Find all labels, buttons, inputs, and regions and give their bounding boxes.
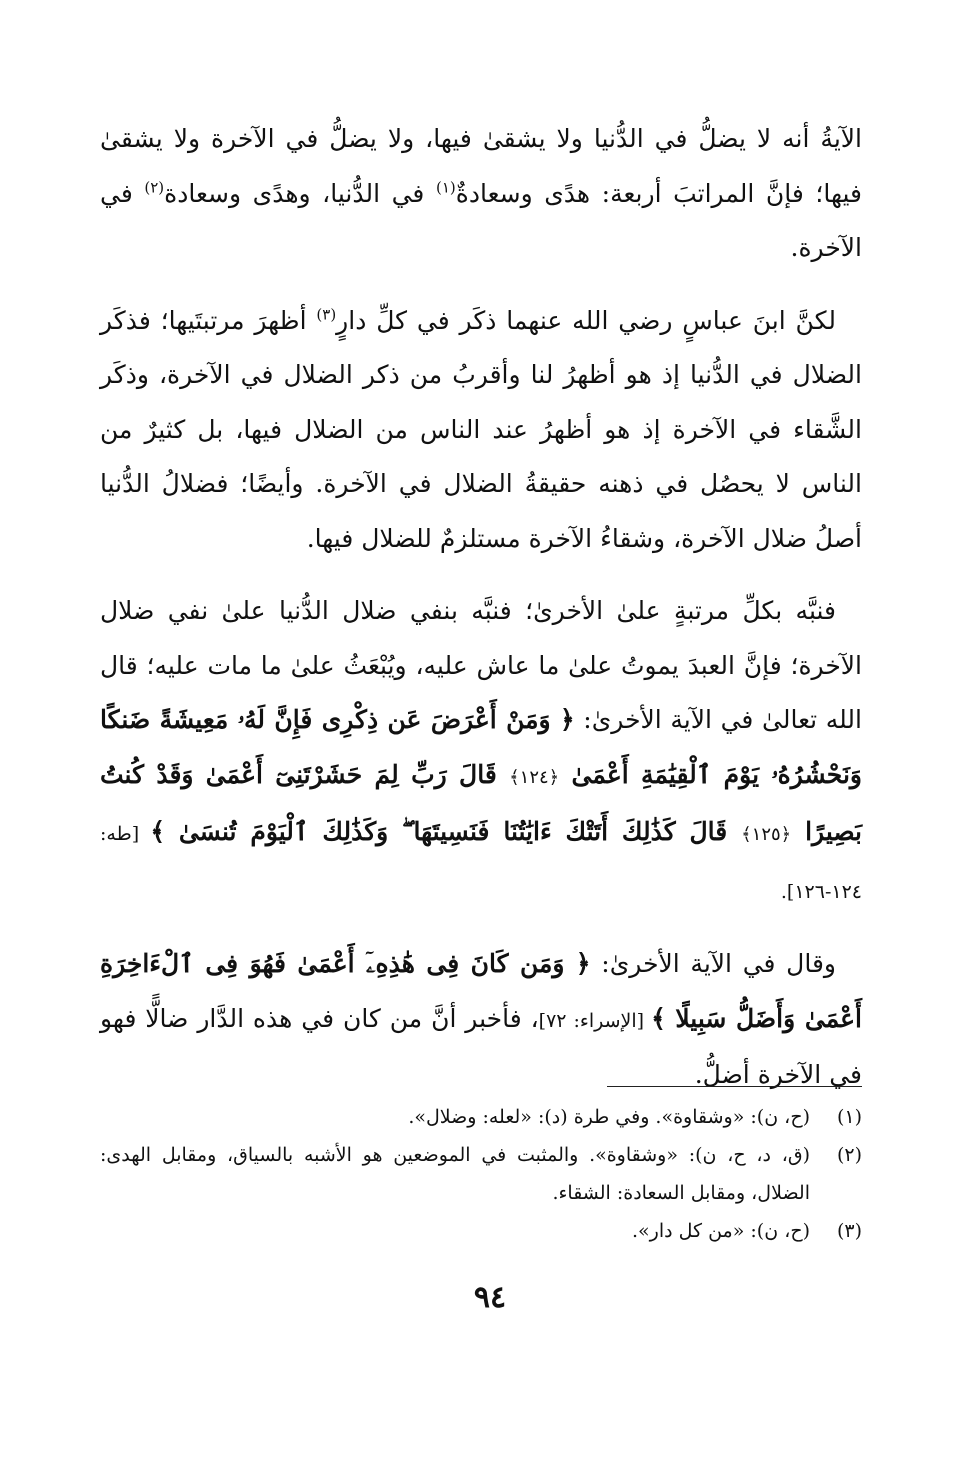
paragraph-4-text-end: ، فأخبر أنَّ من كان في هذه الدَّار ضالًّا فهو في الآخرة أضلُّ. (100, 1003, 862, 1089)
quran-verse-125: قَالَ رَبِّ لِمَ حَشَرْتَنِىٓ أَعْمَىٰ وَقَدْ كُنتُ بَصِيرًا (100, 759, 862, 846)
paragraph-2 (100, 294, 862, 567)
footnote-2 (100, 1136, 862, 1212)
ayah-number-124: ﴿١٢٤﴾ (509, 766, 560, 788)
footnote-text: (ق، د، ح، ن): «وشقاوة». والمثبت في الموضعين هو الأشبه بالسياق، ومقابل الهدى: الضلال، ومقابل السعادة: الشقاء. (100, 1144, 810, 1204)
footnotes (100, 1098, 862, 1250)
paragraph-4-text: وقال في الآية الأخرىٰ: (590, 949, 836, 978)
quran-reference-isra: [الإسراء: ٧٢] (538, 1009, 652, 1032)
footnote-3 (100, 1212, 862, 1250)
footnote-text: (ح، ن): «من كل دار». (631, 1220, 810, 1242)
footnote-number: (٢) (836, 1144, 862, 1166)
footnote-ref-3[interactable]: (٣) (316, 305, 337, 324)
quran-reference-taha: [طه: ١٢٤-١٢٦]. (100, 823, 862, 903)
paragraph-3 (100, 584, 862, 919)
paragraph-4 (100, 937, 862, 1103)
main-text (100, 112, 862, 1121)
paragraph-2-text: لكنَّ ابنَ عباسٍ رضي الله عنهما ذكَر في كلِّ دارٍ (336, 305, 836, 335)
quran-verse-isra: ﴿ وَمَن كَانَ فِى هَٰذِهِۦٓ أَعْمَىٰ فَهُوَ فِى ٱلْءَاخِرَةِ أَعْمَىٰ وَأَضَلُّ سَبِيلًا ﴾ (100, 949, 863, 1033)
paragraph-1-text-mid: في الدُّنيا، وهدًى وسعادة (164, 178, 436, 208)
footnote-number: (٣) (836, 1220, 862, 1242)
ayah-number-125: ﴿١٢٥﴾ (741, 824, 792, 845)
quran-verse-124: ﴿ وَمَنْ أَعْرَضَ عَن ذِكْرِى فَإِنَّ لَهُۥ مَعِيشَةً ضَنكًا وَنَحْشُرُهُۥ يَوْمَ ٱلْقِيَٰمَةِ أَعْمَىٰ (100, 705, 862, 789)
footnote-text: (ح، ن): «وشقاوة». وفي طرة (د): «لعله: وضلال». (408, 1106, 810, 1128)
footnote-separator (607, 1086, 862, 1087)
footnote-number: (١) (836, 1106, 862, 1128)
footnote-1 (100, 1098, 862, 1136)
quran-verse-126: قَالَ كَذَٰلِكَ أَتَتْكَ ءَايَٰتُنَا فَنَسِيتَهَا ۖ وَكَذَٰلِكَ ٱلْيَوْمَ تُنسَىٰ ﴾ (150, 817, 742, 846)
footnote-ref-1[interactable]: (١) (435, 178, 456, 197)
footnote-ref-2[interactable]: (٢) (144, 178, 165, 197)
paragraph-2-text-end: أظهرَ مرتبتَيها؛ فذكَر الضلال في الدُّنيا إذ هو أظهرُ لنا وأقربُ من ذكر الضلال في الآخرة، وذكَر الشَّقاء في الآخرة إذ هو أظهرُ عند الناس من الضلال فيها، بل كثيرٌ من الناس لا يحصُل في ذهنه حقيقةُ الضلال في الآخرة. وأيضًا؛ فضلالُ الدُّنيا أصلُ ضلال الآخرة، وشقاءُ الآخرة مستلزمٌ للضلال فيها. (100, 305, 862, 553)
paragraph-1 (100, 112, 862, 276)
page-number: ٩٤ (473, 1280, 507, 1315)
paragraph-1-text-end: في الآخرة. (100, 178, 862, 262)
paragraph-1-text: الآيةُ أنه لا يضلُّ في الدُّنيا ولا يشقىٰ فيها، ولا يضلُّ في الآخرة ولا يشقىٰ فيها؛ فإنَّ المراتبَ أربعة: هدًى وسعادةٌ (100, 124, 862, 208)
paragraph-3-text: فنبَّه بكلِّ مرتبةٍ علىٰ الأخرىٰ؛ فنبَّه بنفي ضلال الدُّنيا علىٰ نفي ضلال الآخرة؛ فإنَّ العبدَ يموتُ علىٰ ما عاش عليه، ويُبْعَثُ علىٰ ما مات عليه؛ قال الله تعالىٰ في الآية الأخرىٰ: (100, 596, 862, 734)
